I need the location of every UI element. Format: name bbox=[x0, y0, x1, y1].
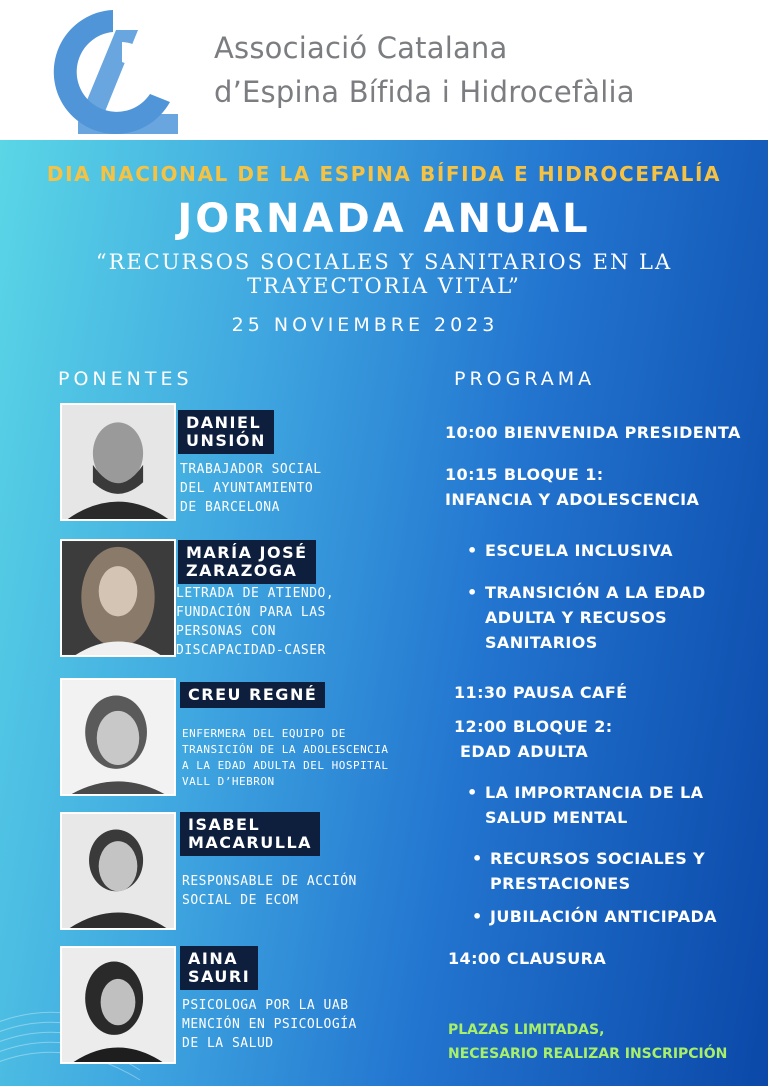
program-line: SALUD MENTAL bbox=[485, 808, 628, 827]
subtitle-line2: TRAYECTORIA VITAL” bbox=[247, 274, 521, 298]
speaker-name-line: MACARULLA bbox=[188, 833, 313, 852]
speaker-photo-isabel bbox=[60, 812, 176, 930]
speaker-name-aina bbox=[180, 946, 258, 990]
speaker-name-line: DANIEL bbox=[186, 413, 262, 432]
program-bullet-jubilacion: • JUBILACIÓN ANTICIPADA bbox=[490, 904, 717, 929]
event-title: JORNADA ANUAL bbox=[177, 196, 591, 242]
program-bullet-escuela: • ESCUELA INCLUSIVA bbox=[485, 538, 673, 563]
program-line: ADULTA Y RECUSOS bbox=[485, 608, 668, 627]
speaker-photo-creu bbox=[60, 678, 176, 796]
speakers-heading: PONENTES bbox=[58, 368, 193, 390]
speaker-name-maria-jose bbox=[178, 540, 316, 584]
role-line: A LA EDAD ADULTA DEL HOSPITAL bbox=[182, 759, 389, 772]
role-line: ENFERMERA DEL EQUIPO DE bbox=[182, 727, 346, 740]
program-line: 12:00 BLOQUE 2: bbox=[454, 717, 613, 736]
program-line: EDAD ADULTA bbox=[460, 742, 589, 761]
speaker-name-line: MARÍA JOSÉ bbox=[186, 543, 308, 562]
program-line: 10:15 BLOQUE 1: bbox=[445, 465, 604, 484]
registration-notice bbox=[448, 1018, 727, 1066]
role-line: MENCIÓN EN PSICOLOGÍA bbox=[182, 1017, 357, 1032]
speaker-photo-aina bbox=[60, 946, 176, 1064]
speaker-name-daniel bbox=[178, 410, 274, 454]
program-bullet-transicion bbox=[485, 580, 706, 655]
speaker-role-isabel bbox=[182, 872, 357, 910]
speaker-name-line: UNSIÓN bbox=[186, 431, 266, 450]
speaker-role-daniel bbox=[180, 460, 322, 517]
program-item-block1 bbox=[445, 462, 699, 512]
role-line: SOCIAL DE ECOM bbox=[182, 893, 299, 908]
program-line: INFANCIA Y ADOLESCENCIA bbox=[445, 490, 700, 509]
speaker-role-creu bbox=[182, 726, 389, 790]
program-line: • TRANSICIÓN A LA EDAD bbox=[485, 583, 706, 602]
role-line: PSICOLOGA POR LA UAB bbox=[182, 998, 349, 1013]
speaker-name-line: AINA bbox=[188, 949, 239, 968]
role-line: VALL D’HEBRON bbox=[182, 775, 275, 788]
role-line: DE LA SALUD bbox=[182, 1036, 274, 1051]
speaker-name-line: ZARAZOGA bbox=[186, 561, 298, 580]
program-item-block2 bbox=[454, 714, 613, 764]
program-item-welcome: 10:00 BIENVENIDA PRESIDENTA bbox=[445, 423, 741, 442]
program-line: • LA IMPORTANCIA DE LA bbox=[485, 783, 704, 802]
program-bullet-salud-mental bbox=[485, 780, 703, 830]
role-line: LETRADA DE ATIENDO, bbox=[176, 586, 335, 601]
role-line: TRABAJADOR SOCIAL bbox=[180, 462, 322, 477]
event-subtitle bbox=[60, 250, 708, 298]
program-line: • RECURSOS SOCIALES Y bbox=[490, 849, 706, 868]
speaker-role-maria-jose bbox=[176, 584, 334, 660]
organization-name bbox=[214, 26, 635, 114]
header bbox=[0, 0, 768, 140]
speaker-role-aina bbox=[182, 996, 357, 1053]
program-heading: PROGRAMA bbox=[454, 368, 596, 390]
aceb-logo-icon bbox=[38, 2, 188, 136]
speaker-photo-maria-jose bbox=[60, 539, 176, 657]
role-line: DE BARCELONA bbox=[180, 500, 280, 515]
poster-body bbox=[0, 140, 768, 1086]
role-line: DEL AYUNTAMIENTO bbox=[180, 481, 314, 496]
speaker-name-creu bbox=[180, 682, 325, 708]
role-line: TRANSICIÓN DE LA ADOLESCENCIA bbox=[182, 743, 389, 756]
org-name-line2: d’Espina Bífida i Hidrocefàlia bbox=[214, 75, 635, 109]
event-day-heading: DIA NACIONAL DE LA ESPINA BÍFIDA E HIDROCEFALÍA bbox=[46, 162, 722, 186]
speaker-name-line: SAURI bbox=[188, 967, 251, 986]
program-line: PRESTACIONES bbox=[490, 874, 631, 893]
speaker-name-line: CREU REGNÉ bbox=[188, 685, 318, 704]
program-item-coffee: 11:30 PAUSA CAFÉ bbox=[454, 683, 628, 702]
cta-line: NECESARIO REALIZAR INSCRIPCIÓN bbox=[448, 1046, 728, 1062]
program-bullet-recursos bbox=[490, 846, 705, 896]
role-line: PERSONAS CON bbox=[176, 624, 276, 639]
program-line: SANITARIOS bbox=[485, 633, 598, 652]
subtitle-line1: “RECURSOS SOCIALES Y SANITARIOS EN LA bbox=[95, 250, 673, 274]
event-date: 25 NOVIEMBRE 2023 bbox=[231, 314, 499, 336]
org-name-line1: Associació Catalana bbox=[214, 31, 508, 65]
speaker-name-isabel bbox=[180, 812, 320, 856]
cta-line: PLAZAS LIMITADAS, bbox=[448, 1022, 605, 1038]
role-line: FUNDACIÓN PARA LAS bbox=[176, 605, 326, 620]
role-line: DISCAPACIDAD-CASER bbox=[176, 643, 326, 658]
program-item-closing: 14:00 CLAUSURA bbox=[448, 949, 607, 968]
speaker-name-line: ISABEL bbox=[188, 815, 261, 834]
role-line: RESPONSABLE DE ACCIÓN bbox=[182, 874, 357, 889]
speaker-photo-daniel bbox=[60, 403, 176, 521]
